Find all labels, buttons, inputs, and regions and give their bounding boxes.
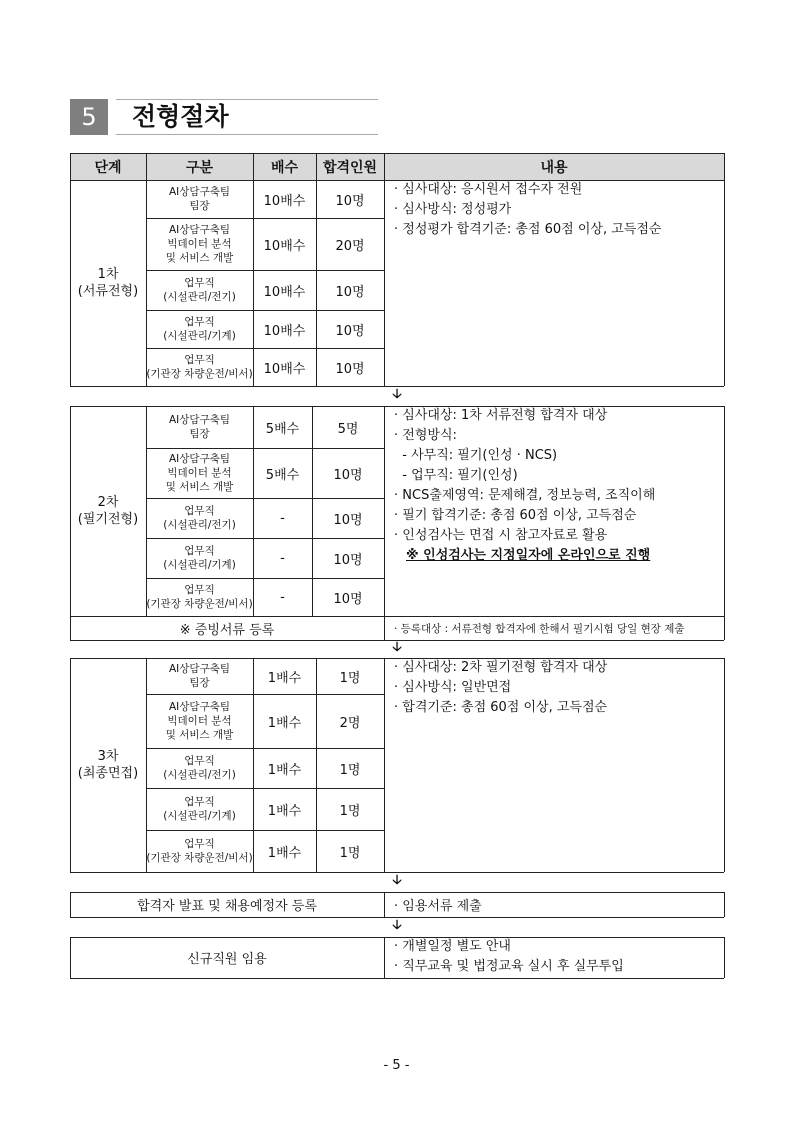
text-line: 업무직 xyxy=(184,354,215,366)
job-category-cell xyxy=(146,538,253,578)
table-rule xyxy=(312,406,313,616)
table-rule xyxy=(146,218,384,219)
table-rule xyxy=(384,937,385,978)
headcount-cell: 1명 xyxy=(339,762,361,778)
multiple-cell: 5배수 xyxy=(265,421,300,437)
multiple-cell: 1배수 xyxy=(267,715,302,731)
table-rule xyxy=(146,448,384,449)
text-line: AI상담구축팀 xyxy=(169,663,230,675)
headcount-cell: 1명 xyxy=(339,670,361,686)
table-rule xyxy=(70,937,724,938)
table-rule xyxy=(253,658,254,872)
announce-label: 합격자 발표 및 채용예정자 등록 xyxy=(137,899,317,914)
text-line: 팀장 xyxy=(189,677,210,689)
table-rule xyxy=(384,892,385,917)
table-rule xyxy=(146,348,384,349)
text-line: (시설관리/기계) xyxy=(163,559,236,571)
appointment-label: 신규직원 임용 xyxy=(187,952,267,967)
text-line: · 필기 합격기준: 총점 60점 이상, 고득점순 xyxy=(394,508,637,523)
stage-content xyxy=(384,180,724,386)
table-rule xyxy=(146,406,147,616)
text-line: 업무직 xyxy=(184,316,215,328)
job-category-cell xyxy=(146,748,253,788)
section-title: 전형절차 xyxy=(132,102,229,131)
table-rule xyxy=(146,270,384,271)
multiple-cell: - xyxy=(280,510,285,526)
announce-content: · 임용서류 제출 xyxy=(394,899,482,914)
headcount-cell: 5명 xyxy=(337,421,359,437)
headcount-cell: 10명 xyxy=(333,552,363,568)
table-rule xyxy=(146,788,384,789)
text-line: · NCS출제영역: 문제해결, 정보능력, 조직이해 xyxy=(394,488,656,503)
text-line: 및 서비스 개발 xyxy=(165,252,234,264)
header-cell: 배수 xyxy=(253,153,316,180)
multiple-cell: - xyxy=(280,550,285,566)
text-line: (시설관리/전기) xyxy=(163,291,236,303)
table-rule xyxy=(724,937,725,978)
text-line: (시설관리/기계) xyxy=(163,810,236,822)
multiple-cell: 1배수 xyxy=(267,803,302,819)
job-category-cell xyxy=(146,180,253,218)
headcount-cell: 20명 xyxy=(335,238,365,254)
text-line: 팀장 xyxy=(189,200,210,212)
text-line: (필기전형) xyxy=(77,512,139,527)
table-rule xyxy=(70,406,71,616)
table-rule xyxy=(70,978,724,979)
table-rule xyxy=(724,616,725,640)
table-rule xyxy=(724,180,725,386)
header-cell: 합격인원 xyxy=(316,153,384,180)
multiple-cell: 1배수 xyxy=(267,762,302,778)
job-category-cell xyxy=(146,348,253,386)
down-arrow: 🡣 xyxy=(392,387,402,402)
table-rule xyxy=(70,180,724,181)
table-rule xyxy=(253,406,254,616)
table-rule xyxy=(146,578,384,579)
table-rule xyxy=(253,153,254,180)
text-line: 업무직 xyxy=(184,277,215,289)
table-rule xyxy=(146,748,384,749)
text-line: 팀장 xyxy=(189,428,210,440)
table-rule xyxy=(70,658,724,659)
stage-content xyxy=(384,658,724,872)
stage-cell xyxy=(70,180,146,386)
text-line: (시설관리/전기) xyxy=(163,519,236,531)
text-line: (기관장 차량운전/비서) xyxy=(146,598,253,610)
table-rule xyxy=(70,892,71,917)
table-rule xyxy=(146,153,147,180)
table-rule xyxy=(146,310,384,311)
text-line: 및 서비스 개발 xyxy=(165,729,234,741)
table-rule xyxy=(70,406,724,407)
headcount-cell: 1명 xyxy=(339,803,361,819)
text-line: 2차 xyxy=(97,495,119,510)
table-rule xyxy=(70,658,71,872)
job-category-cell xyxy=(146,310,253,348)
table-rule xyxy=(253,180,254,386)
table-rule xyxy=(724,406,725,616)
job-category-cell xyxy=(146,830,253,872)
evidence-docs-label: ※ 증빙서류 등록 xyxy=(179,622,275,638)
table-rule xyxy=(146,694,384,695)
page-number: - 5 - xyxy=(383,1058,410,1073)
table-rule xyxy=(70,892,724,893)
table-rule xyxy=(70,616,724,617)
table-rule xyxy=(384,406,385,616)
online-note: ※ 인성검사는 지정일자에 온라인으로 진행 xyxy=(406,548,651,563)
table-rule xyxy=(146,830,384,831)
text-line: · 합격기준: 총점 60점 이상, 고득점순 xyxy=(394,700,608,715)
job-category-cell xyxy=(146,270,253,310)
heading-rule-bottom xyxy=(116,134,378,135)
text-line: AI상담구축팀 xyxy=(169,186,230,198)
section-heading xyxy=(70,97,378,137)
headcount-cell: 2명 xyxy=(339,715,361,731)
multiple-cell: 10배수 xyxy=(263,323,306,339)
table-rule xyxy=(70,616,71,640)
headcount-cell: 10명 xyxy=(333,591,363,607)
text-line: 1차 xyxy=(97,267,119,282)
header-cell: 단계 xyxy=(70,153,146,180)
text-line: · 심사방식: 정성평가 xyxy=(394,202,512,217)
text-line: · 개별일정 별도 안내 xyxy=(394,939,511,954)
table-rule xyxy=(316,153,317,180)
text-line: · 심사대상: 2차 필기전형 합격자 대상 xyxy=(394,660,608,675)
text-line: (서류전형) xyxy=(77,284,139,299)
stage-content xyxy=(384,406,724,616)
multiple-cell: - xyxy=(280,589,285,605)
table-rule xyxy=(70,153,724,154)
text-line: · 심사대상: 응시원서 접수자 전원 xyxy=(394,182,583,197)
table-rule xyxy=(146,538,384,539)
text-line: (시설관리/전기) xyxy=(163,769,236,781)
text-line: · 전형방식: xyxy=(394,428,457,443)
text-line: 업무직 xyxy=(184,838,215,850)
text-line: 업무직 xyxy=(184,796,215,808)
text-line: (기관장 차량운전/비서) xyxy=(146,368,253,380)
table-rule xyxy=(316,180,317,386)
multiple-cell: 10배수 xyxy=(263,238,306,254)
stage-cell xyxy=(70,406,146,616)
headcount-cell: 10명 xyxy=(335,284,365,300)
job-category-cell xyxy=(146,578,253,616)
headcount-cell: 1명 xyxy=(339,845,361,861)
job-category-cell xyxy=(146,498,253,538)
table-rule xyxy=(70,180,71,386)
evidence-docs-content: · 등록대상 : 서류전형 합격자에 한해서 필기시험 당일 현장 제출 xyxy=(394,622,685,635)
down-arrow: 🡣 xyxy=(392,640,402,655)
table-rule xyxy=(384,180,385,386)
table-rule xyxy=(70,153,71,180)
appointment-content xyxy=(384,937,724,978)
header-cell: 구분 xyxy=(146,153,253,180)
multiple-cell: 1배수 xyxy=(267,670,302,686)
job-category-cell xyxy=(146,694,253,748)
job-category-cell xyxy=(146,218,253,270)
job-category-cell xyxy=(146,658,253,694)
headcount-cell: 10명 xyxy=(335,361,365,377)
text-line: (기관장 차량운전/비서) xyxy=(146,852,253,864)
text-line: AI상담구축팀 xyxy=(169,453,230,465)
text-line: · 정성평가 합격기준: 총점 60점 이상, 고득점순 xyxy=(394,222,662,237)
text-line: 빅데이터 분석 xyxy=(167,238,232,250)
job-category-cell xyxy=(146,406,253,448)
down-arrow: 🡣 xyxy=(392,918,402,933)
text-line: - 업무직: 필기(인성) xyxy=(394,468,518,483)
text-line: · 심사대상: 1차 서류전형 합격자 대상 xyxy=(394,408,608,423)
text-line: AI상담구축팀 xyxy=(169,414,230,426)
table-rule xyxy=(724,892,725,917)
text-line: · 인성검사는 면접 시 참고자료로 활용 xyxy=(394,528,608,543)
text-line: AI상담구축팀 xyxy=(169,224,230,236)
text-line: (최종면접) xyxy=(77,766,139,781)
headcount-cell: 10명 xyxy=(335,193,365,209)
headcount-cell: 10명 xyxy=(333,512,363,528)
multiple-cell: 10배수 xyxy=(263,193,306,209)
text-line: 3차 xyxy=(97,749,119,764)
text-line: 업무직 xyxy=(184,505,215,517)
text-line: · 직무교육 및 법정교육 실시 후 실무투입 xyxy=(394,959,624,974)
text-line: 업무직 xyxy=(184,584,215,596)
multiple-cell: 1배수 xyxy=(267,845,302,861)
table-rule xyxy=(146,498,384,499)
section-number: 5 xyxy=(70,99,108,135)
multiple-cell: 5배수 xyxy=(265,467,300,483)
header-cell: 내용 xyxy=(384,153,724,180)
table-rule xyxy=(384,616,385,640)
text-line: - 사무직: 필기(인성 · NCS) xyxy=(394,448,558,463)
table-rule xyxy=(146,180,147,386)
job-category-cell xyxy=(146,448,253,498)
text-line: 업무직 xyxy=(184,545,215,557)
table-rule xyxy=(724,153,725,180)
stage-cell xyxy=(70,658,146,872)
down-arrow: 🡣 xyxy=(392,873,402,888)
table-rule xyxy=(724,658,725,872)
table-rule xyxy=(316,658,317,872)
headcount-cell: 10명 xyxy=(333,467,363,483)
text-line: AI상담구축팀 xyxy=(169,701,230,713)
multiple-cell: 10배수 xyxy=(263,284,306,300)
text-line: · 심사방식: 일반면접 xyxy=(394,680,512,695)
table-rule xyxy=(70,937,71,978)
text-line: (시설관리/기계) xyxy=(163,330,236,342)
table-rule xyxy=(384,153,385,180)
job-category-cell xyxy=(146,788,253,830)
table-rule xyxy=(146,658,147,872)
text-line: 빅데이터 분석 xyxy=(167,715,232,727)
headcount-cell: 10명 xyxy=(335,323,365,339)
text-line: 업무직 xyxy=(184,755,215,767)
table-rule xyxy=(384,658,385,872)
text-line: 빅데이터 분석 xyxy=(167,467,232,479)
multiple-cell: 10배수 xyxy=(263,361,306,377)
text-line: 및 서비스 개발 xyxy=(165,481,234,493)
